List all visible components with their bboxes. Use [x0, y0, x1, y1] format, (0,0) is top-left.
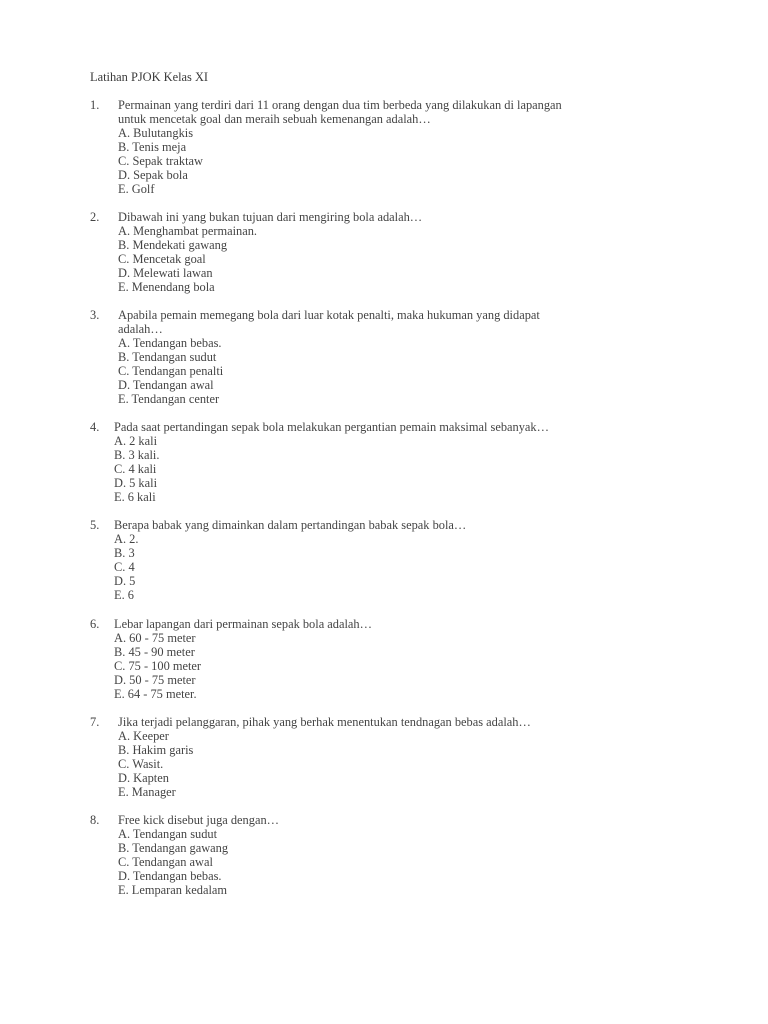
option-e: E. 6	[114, 588, 134, 602]
option-c: C. Mencetak goal	[118, 252, 206, 266]
option-b: B. Tendangan sudut	[118, 350, 217, 364]
option-b: B. Hakim garis	[118, 743, 194, 757]
question-text	[114, 420, 674, 434]
question-text	[114, 518, 674, 532]
option-a: A. Tendangan sudut	[118, 827, 218, 841]
option-b: B. 3	[114, 546, 135, 560]
option-list	[114, 434, 159, 504]
option-list	[118, 729, 193, 799]
question-text	[114, 617, 674, 631]
question-number: 3.	[90, 308, 100, 322]
question-text	[118, 210, 678, 224]
question-text	[118, 308, 678, 336]
option-e: E. Tendangan center	[118, 392, 220, 406]
question-number: 7.	[90, 715, 100, 729]
question-number: 5.	[90, 518, 100, 532]
option-list	[118, 336, 223, 406]
option-a: A. 60 - 75 meter	[114, 631, 196, 645]
question-number: 8.	[90, 813, 100, 827]
option-d: D. Tendangan awal	[118, 378, 214, 392]
document-title: Latihan PJOK Kelas XI	[90, 70, 209, 84]
option-b: B. 45 - 90 meter	[114, 645, 195, 659]
question-line: Jika terjadi pelanggaran, pihak yang berhak menentukan tendnagan bebas adalah…	[118, 715, 531, 729]
question-number: 4.	[90, 420, 100, 434]
question-line: Pada saat pertandingan sepak bola melakukan pergantian pemain maksimal sebanyak…	[114, 420, 550, 434]
question-number: 2.	[90, 210, 100, 224]
question-text	[118, 98, 678, 126]
option-a: A. Bulutangkis	[118, 126, 194, 140]
option-b: B. Mendekati gawang	[118, 238, 228, 252]
option-list	[118, 126, 203, 196]
option-e: E. Menendang bola	[118, 280, 215, 294]
question-line: Lebar lapangan dari permainan sepak bola adalah…	[114, 617, 373, 631]
option-a: A. 2 kali	[114, 434, 158, 448]
question-text	[118, 813, 678, 827]
option-b: B. Tendangan gawang	[118, 841, 229, 855]
question-line: Dibawah ini yang bukan tujuan dari mengiring bola adalah…	[118, 210, 423, 224]
option-c: C. 4	[114, 560, 135, 574]
option-c: C. Sepak traktaw	[118, 154, 203, 168]
option-c: C. 75 - 100 meter	[114, 659, 202, 673]
option-d: D. 50 - 75 meter	[114, 673, 196, 687]
option-d: D. Melewati lawan	[118, 266, 213, 280]
question-line: adalah…	[118, 322, 163, 336]
option-d: D. 5 kali	[114, 476, 158, 490]
option-d: D. 5	[114, 574, 136, 588]
question-line: untuk mencetak goal dan meraih sebuah kemenangan adalah…	[118, 112, 431, 126]
option-d: D. Kapten	[118, 771, 169, 785]
question-text	[118, 715, 678, 729]
option-d: D. Tendangan bebas.	[118, 869, 222, 883]
option-c: C. Wasit.	[118, 757, 164, 771]
option-e: E. Manager	[118, 785, 176, 799]
option-list	[118, 827, 228, 897]
option-a: A. Keeper	[118, 729, 169, 743]
question-line: Berapa babak yang dimainkan dalam pertandingan babak sepak bola…	[114, 518, 467, 532]
option-a: A. Menghambat permainan.	[118, 224, 258, 238]
option-a: A. Tendangan bebas.	[118, 336, 222, 350]
option-b: B. Tenis meja	[118, 140, 187, 154]
option-b: B. 3 kali.	[114, 448, 160, 462]
option-e: E. 6 kali	[114, 490, 156, 504]
option-c: C. Tendangan penalti	[118, 364, 224, 378]
question-line: Permainan yang terdiri dari 11 orang dengan dua tim berbeda yang dilakukan di lapangan	[118, 98, 562, 112]
question-line: Apabila pemain memegang bola dari luar kotak penalti, maka hukuman yang didapat	[118, 308, 540, 322]
option-e: E. Lemparan kedalam	[118, 883, 228, 897]
option-e: E. 64 - 75 meter.	[114, 687, 197, 701]
question-number: 1.	[90, 98, 100, 112]
option-list	[118, 224, 257, 294]
option-c: C. Tendangan awal	[118, 855, 213, 869]
option-list	[114, 631, 201, 701]
option-a: A. 2.	[114, 532, 139, 546]
question-line: Free kick disebut juga dengan…	[118, 813, 280, 827]
option-d: D. Sepak bola	[118, 168, 188, 182]
option-list	[114, 532, 138, 602]
option-c: C. 4 kali	[114, 462, 157, 476]
option-e: E. Golf	[118, 182, 155, 196]
question-number: 6.	[90, 617, 100, 631]
